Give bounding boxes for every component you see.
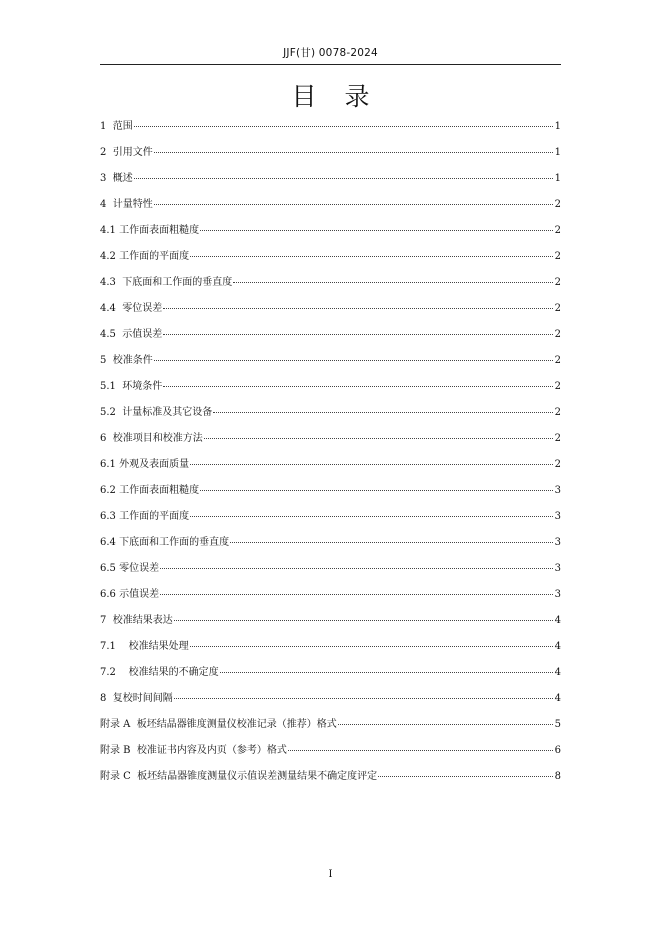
toc-entry-label: 4.1 工作面表面粗糙度	[100, 225, 200, 236]
toc-entry-page: 3	[554, 537, 561, 548]
toc-entry[interactable]	[100, 639, 561, 665]
toc-dot-leader	[154, 152, 553, 153]
toc-entry-page: 2	[554, 303, 561, 314]
toc-entry[interactable]	[100, 353, 561, 379]
toc-entry-page: 3	[554, 563, 561, 574]
toc-entry[interactable]	[100, 561, 561, 587]
toc-entry[interactable]	[100, 379, 561, 405]
toc-entry[interactable]	[100, 535, 561, 561]
toc-entry-page: 4	[554, 615, 561, 626]
toc-entry-label: 1 范围	[100, 121, 133, 132]
toc-entry[interactable]	[100, 509, 561, 535]
toc-entry[interactable]	[100, 145, 561, 171]
toc-entry-label: 4 计量特性	[100, 199, 153, 210]
toc-dot-leader	[190, 464, 553, 465]
toc-entry-page: 5	[554, 719, 561, 730]
toc-entry[interactable]	[100, 483, 561, 509]
toc-entry[interactable]	[100, 327, 561, 353]
toc-dot-leader	[163, 386, 553, 387]
toc-dot-leader	[174, 620, 553, 621]
toc-entry-label: 6.1 外观及表面质量	[100, 459, 190, 470]
toc-dot-leader	[134, 126, 553, 127]
toc-entry[interactable]	[100, 717, 561, 743]
toc-entry-page: 2	[554, 251, 561, 262]
toc-dot-leader	[230, 542, 553, 543]
toc-dot-leader	[154, 204, 553, 205]
toc-entry[interactable]	[100, 197, 561, 223]
toc-entry-page: 6	[554, 745, 561, 756]
toc-entry-page: 3	[554, 589, 561, 600]
toc-entry-label: 7.2 校准结果的不确定度	[100, 667, 219, 678]
toc-dot-leader	[233, 282, 553, 283]
toc-entry-label: 5 校准条件	[100, 355, 153, 366]
toc-entry[interactable]	[100, 223, 561, 249]
toc-entry-page: 1	[554, 121, 561, 132]
toc-dot-leader	[204, 438, 553, 439]
toc-entry-page: 3	[554, 511, 561, 522]
toc-entry-label: 4.2 工作面的平面度	[100, 251, 190, 262]
toc-entry-label: 4.5 示值误差	[100, 329, 163, 340]
toc-entry[interactable]	[100, 587, 561, 613]
toc-entry-label: 附录 A 板坯结晶器锥度测量仪校准记录（推荐）格式	[100, 719, 337, 730]
toc-entry-page: 2	[554, 355, 561, 366]
toc-dot-leader	[163, 334, 553, 335]
toc-entry-page: 4	[554, 667, 561, 678]
toc-dot-leader	[174, 698, 553, 699]
toc-entry-page: 3	[554, 485, 561, 496]
toc-entry-label: 附录 B 校准证书内容及内页（参考）格式	[100, 745, 287, 756]
toc-entry-page: 8	[554, 771, 561, 782]
toc-dot-leader	[190, 646, 553, 647]
toc-entry-label: 5.1 环境条件	[100, 381, 163, 392]
toc-entry[interactable]	[100, 301, 561, 327]
toc-entry-page: 1	[554, 173, 561, 184]
toc-entry-label: 6.2 工作面表面粗糙度	[100, 485, 200, 496]
toc-entry[interactable]	[100, 743, 561, 769]
toc-dot-leader	[220, 672, 553, 673]
toc-entry-page: 2	[554, 277, 561, 288]
toc-dot-leader	[200, 230, 553, 231]
toc-entry[interactable]	[100, 431, 561, 457]
toc-entry-label: 6 校准项目和校准方法	[100, 433, 203, 444]
toc-entry[interactable]	[100, 119, 561, 145]
toc-entry-label: 3 概述	[100, 173, 133, 184]
toc-entry-label: 附录 C 板坯结晶器锥度测量仪示值误差测量结果不确定度评定	[100, 771, 378, 782]
toc-dot-leader	[134, 178, 553, 179]
toc-entry-label: 5.2 计量标准及其它设备	[100, 407, 213, 418]
toc-entry[interactable]	[100, 457, 561, 483]
toc-dot-leader	[213, 412, 553, 413]
toc-dot-leader	[378, 776, 553, 777]
toc-entry-label: 6.5 零位误差	[100, 563, 160, 574]
toc-entry-page: 2	[554, 381, 561, 392]
header-divider	[100, 64, 561, 65]
toc-entry-label: 2 引用文件	[100, 147, 153, 158]
toc-entry[interactable]	[100, 613, 561, 639]
toc-entry-page: 4	[554, 641, 561, 652]
toc-entry-page: 2	[554, 433, 561, 444]
toc-dot-leader	[163, 308, 553, 309]
page-title: 目录	[291, 82, 398, 111]
table-of-contents	[100, 119, 561, 795]
toc-entry-page: 2	[554, 329, 561, 340]
toc-entry[interactable]	[100, 405, 561, 431]
toc-entry-page: 2	[554, 199, 561, 210]
toc-entry-label: 7 校准结果表达	[100, 615, 173, 626]
toc-entry[interactable]	[100, 275, 561, 301]
toc-dot-leader	[190, 256, 553, 257]
toc-dot-leader	[154, 360, 553, 361]
page-number: I	[328, 869, 333, 880]
toc-entry-label: 6.6 示值误差	[100, 589, 160, 600]
toc-entry[interactable]	[100, 691, 561, 717]
toc-entry-page: 2	[554, 225, 561, 236]
toc-entry-label: 7.1 校准结果处理	[100, 641, 189, 652]
toc-dot-leader	[190, 516, 553, 517]
toc-entry-page: 2	[554, 459, 561, 470]
toc-entry-label: 4.4 零位误差	[100, 303, 163, 314]
toc-dot-leader	[338, 724, 553, 725]
document-code-header: JJF(甘) 0078-2024	[283, 47, 378, 59]
toc-entry-label: 6.3 工作面的平面度	[100, 511, 190, 522]
toc-entry[interactable]	[100, 249, 561, 275]
toc-dot-leader	[160, 568, 553, 569]
toc-entry-page: 2	[554, 407, 561, 418]
toc-dot-leader	[200, 490, 553, 491]
toc-entry[interactable]	[100, 665, 561, 691]
toc-dot-leader	[288, 750, 553, 751]
toc-entry-page: 4	[554, 693, 561, 704]
toc-entry[interactable]	[100, 769, 561, 795]
toc-entry-label: 6.4 下底面和工作面的垂直度	[100, 537, 230, 548]
toc-entry-label: 4.3 下底面和工作面的垂直度	[100, 277, 233, 288]
toc-entry[interactable]	[100, 171, 561, 197]
toc-entry-page: 1	[554, 147, 561, 158]
toc-entry-label: 8 复校时间间隔	[100, 693, 173, 704]
toc-dot-leader	[160, 594, 553, 595]
